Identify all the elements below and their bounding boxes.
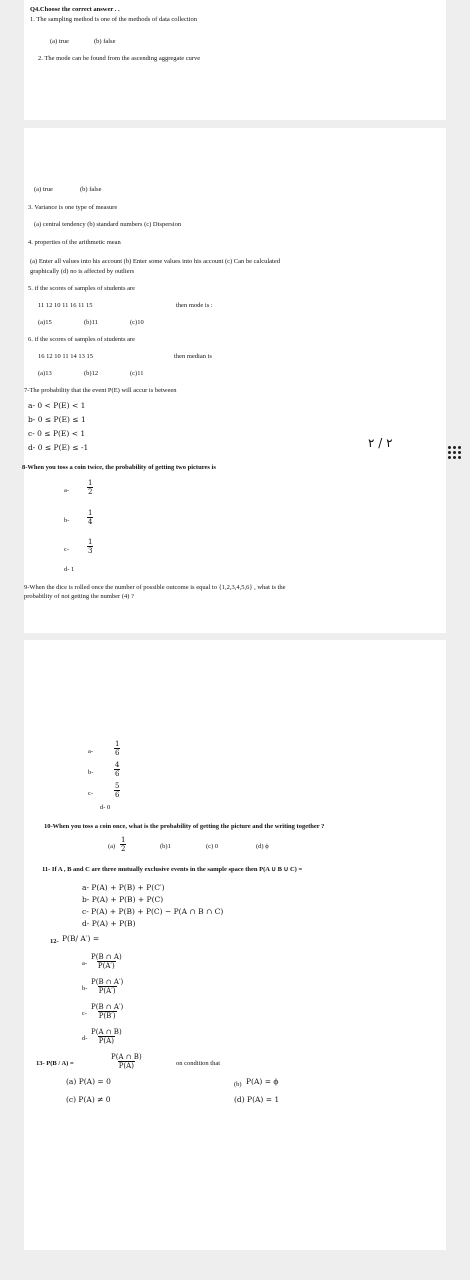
q8-option-c-fraction: $\frac{1}{3}$ <box>88 538 93 555</box>
more-options-icon[interactable] <box>448 446 461 459</box>
q1-option-a: (a) true <box>50 38 69 45</box>
q9-option-b-fraction: $\frac{4}{6}$ <box>115 761 120 778</box>
question-13: 13- P(B / A) = <box>36 1060 74 1067</box>
q10-option-b: (b)1 <box>160 843 171 850</box>
q8-option-a-fraction: $\frac{1}{2}$ <box>88 479 93 496</box>
q5-option-a: (a)15 <box>38 319 52 326</box>
question-7: 7-The probability that the event P(E) will accur is between <box>24 387 177 394</box>
q11-option-c: c- P(A) + P(B) + P(C) − P(A ∩ B ∩ C) <box>82 907 224 916</box>
q12-option-b-fraction: $\frac{P(B \cap A')}{P(A')}$ <box>91 978 124 995</box>
q8-option-b-fraction: $\frac{1}{4}$ <box>88 509 93 526</box>
q4-options-line-1: (a) Enter all values into his account (b) Enter some values into his account (c) Can be calculated <box>30 258 280 265</box>
q8-option-c-label: c- <box>64 546 70 553</box>
q12-option-c-label: c- <box>82 1010 88 1017</box>
question-9-line-2: probability of not getting the number (4) ? <box>24 593 134 600</box>
q5-option-c: (c)10 <box>130 319 144 326</box>
question-4: 4. properties of the arithmetic mean <box>28 239 121 246</box>
q6-option-b: (b)12 <box>84 370 99 377</box>
question-8: 8-When you toss a coin twice, the probability of getting two pictures is <box>22 464 216 471</box>
q6-option-a: (a)13 <box>38 370 52 377</box>
q6-then: then median is <box>174 353 212 360</box>
q7-option-b: b- 0 ≤ P(E) ≤ 1 <box>28 415 86 424</box>
q7-option-a: a- 0 < P(E) < 1 <box>28 401 86 410</box>
q6-option-c: (c)11 <box>130 370 144 377</box>
q13-fraction: $\frac{P(A \cap B)}{P(A)}$ <box>111 1053 142 1070</box>
q13-option-b-label: (b) <box>234 1081 242 1088</box>
q13-option-a: (a) P(A) = 0 <box>66 1077 111 1086</box>
q7-option-c: c- 0 ≤ P(E) < 1 <box>28 429 86 438</box>
q13-option-b: P(A) = ϕ <box>246 1077 279 1086</box>
q12-label: 12- <box>50 938 59 945</box>
q11-option-b: b- P(A) + P(B) + P(C) <box>82 895 164 904</box>
q9-option-d: d- 0 <box>100 804 111 811</box>
q10-option-c: (c) 0 <box>206 843 219 850</box>
question-5: 5. if the scores of samples of students are <box>28 285 136 292</box>
q9-option-a-fraction: $\frac{1}{6}$ <box>115 740 120 757</box>
q9-option-a-label: a- <box>88 748 94 755</box>
q12-option-c-fraction: $\frac{P(B \cap A')}{P(B')}$ <box>91 1003 124 1020</box>
question-11: 11- If A , B and C are three mutually exclusive events in the sample space then P(A ∪ B ∪ C) = <box>42 866 303 873</box>
q13-condition: on condition that <box>176 1060 221 1067</box>
question-3: 3. Variance is one type of measure <box>28 204 118 211</box>
q2-option-a: (a) true <box>34 186 53 193</box>
q9-option-c-label: c- <box>88 790 94 797</box>
question-6: 6. if the scores of samples of students are <box>28 336 136 343</box>
q5-then: then mode is : <box>176 302 213 309</box>
question-12: P(B/ A′) = <box>62 934 100 943</box>
q7-option-d: d- 0 ≤ P(E) ≤ -1 <box>28 443 89 452</box>
page-2 <box>24 128 446 633</box>
q5-data: 11 12 10 11 16 11 15 <box>38 302 93 309</box>
q6-data: 16 12 10 11 14 13 15 <box>38 353 94 360</box>
q3-options: (a) central tendency (b) standard numbers (c) Dispersion <box>34 221 182 228</box>
question-1: 1. The sampling method is one of the methods of data collection <box>30 16 198 23</box>
question-10: 10-When you toss a coin once, what is the probability of getting the picture and the writing together ? <box>44 823 325 830</box>
q8-option-b-label: b- <box>64 517 70 524</box>
q10-option-d: (d) ϕ <box>256 843 269 850</box>
q5-option-b: (b)11 <box>84 319 98 326</box>
page-1 <box>24 0 446 120</box>
q13-option-d: (d) P(A) = 1 <box>234 1095 280 1104</box>
q12-option-a-fraction: $\frac{P(B \cap A)}{P(A')}$ <box>91 953 122 970</box>
q9-option-b-label: b- <box>88 769 94 776</box>
q2-option-b: (b) false <box>80 186 102 193</box>
q10-option-a-label: (a) <box>108 843 116 850</box>
q4-options-line-2: graphically (d) no is affected by outliers <box>30 268 135 275</box>
q12-option-d-label: d- <box>82 1035 88 1042</box>
question-9-line-1: 9-When the dice is rolled once the number of possible outcome is equal to {1,2,3,4,5,6} , what is the <box>24 584 286 591</box>
q12-option-d-fraction: $\frac{P(A \cap B)}{P(A)}$ <box>91 1028 122 1045</box>
q1-option-b: (b) false <box>94 38 116 45</box>
q12-option-a-label: a- <box>82 960 88 967</box>
q12-option-b-label: b- <box>82 985 88 992</box>
q11-option-a: a- P(A) + P(B) + P(C′) <box>82 883 165 892</box>
q9-option-c-fraction: $\frac{5}{6}$ <box>115 782 120 799</box>
q8-option-a-label: a- <box>64 487 70 494</box>
q13-option-c: (c) P(A) ≠ 0 <box>66 1095 111 1104</box>
q8-option-d: d- 1 <box>64 566 75 573</box>
q11-option-d: d- P(A) + P(B) <box>82 919 136 928</box>
section-header: Q4.Choose the correct answer . . <box>30 6 120 13</box>
question-2: 2. The mode can be found from the ascending aggregate curve <box>38 55 201 62</box>
page-3 <box>24 640 446 1250</box>
page-number: ٢ / ٢ <box>368 436 393 450</box>
q10-option-a-fraction: $\frac{1}{2}$ <box>121 836 126 853</box>
